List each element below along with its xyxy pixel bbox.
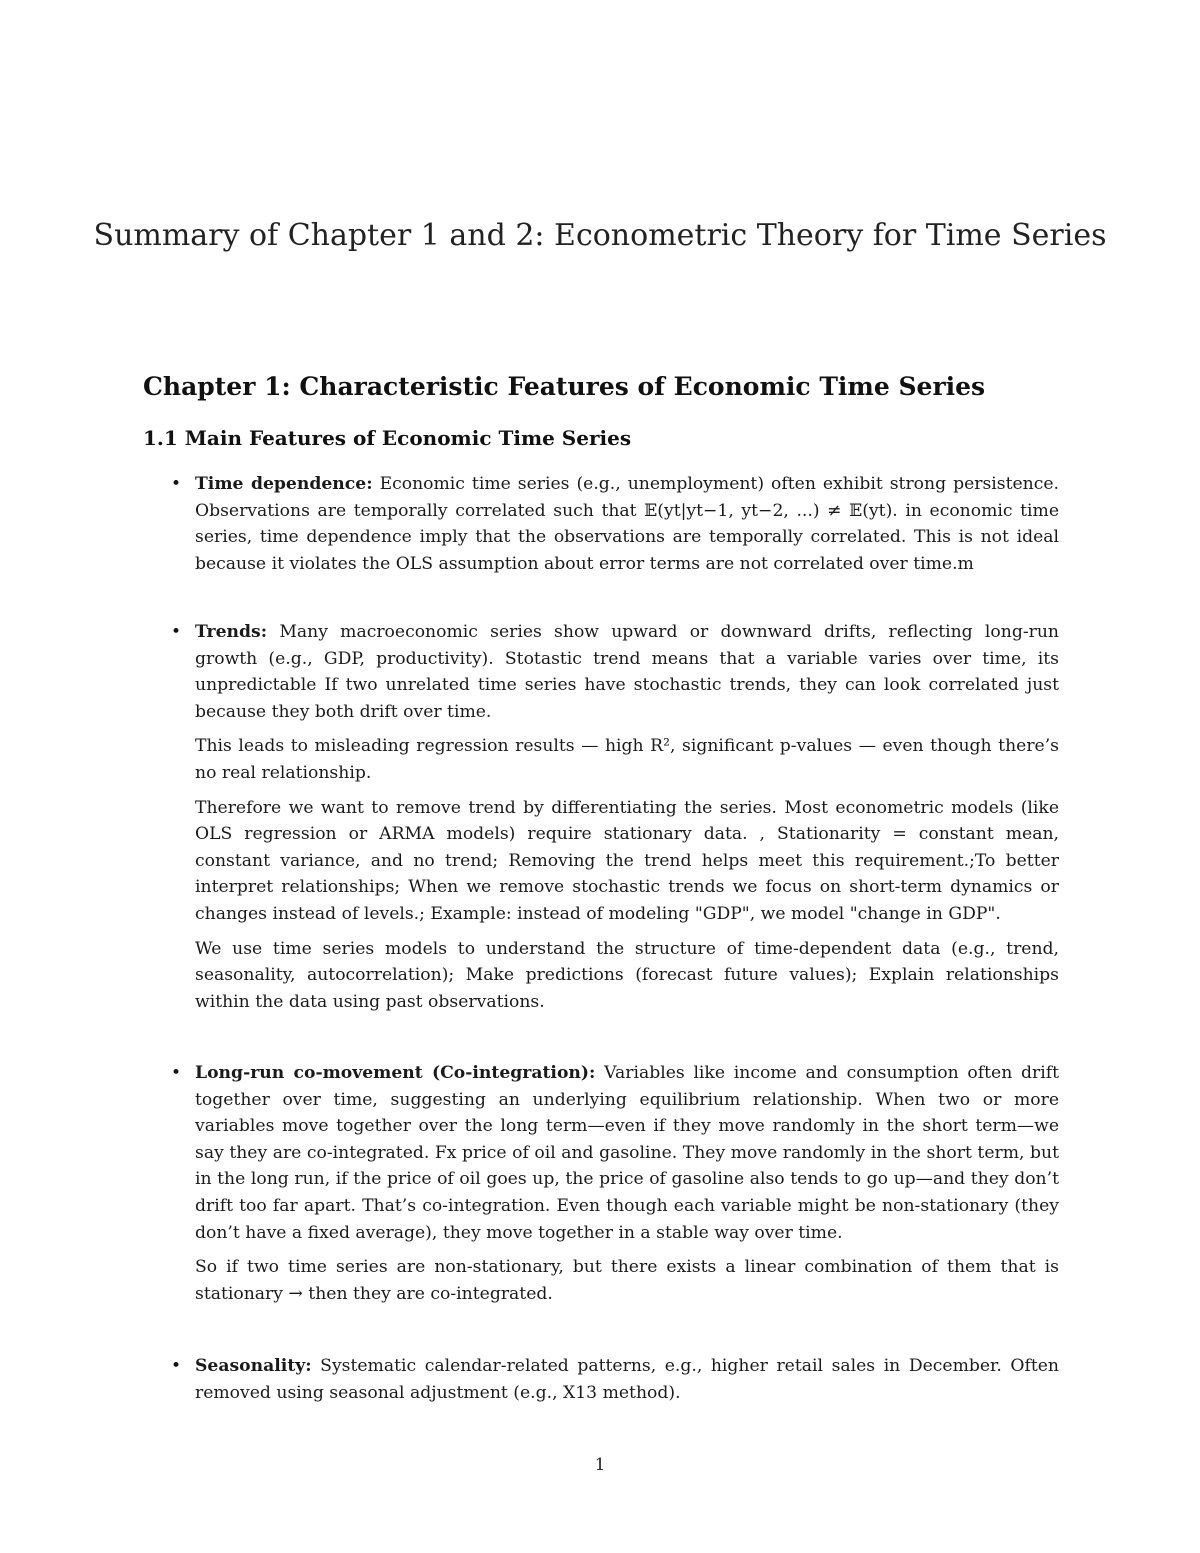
list-item-seasonality: [171, 1353, 1060, 1406]
item-term: Seasonality:: [195, 1356, 312, 1376]
item-paragraph: [195, 619, 1059, 725]
list-item-trends: [171, 619, 1059, 1015]
item-paragraph: [195, 1060, 1059, 1246]
bullet-icon: •: [171, 1063, 182, 1083]
item-term: Time dependence:: [195, 474, 373, 494]
item-term: Trends:: [195, 622, 268, 642]
list-item-time-dependence: [171, 471, 1060, 577]
item-text: Many macroeconomic series show upward or downward drifts, reflecting long-run growth (e.g., GDP, productivity). Stotastic trend means that a variable varies over time, its unpredictable If two unrelated time series have stochastic trends, they can look correlated just because they both drift over time.: [195, 622, 1059, 722]
item-paragraph-4: We use time series models to understand the structure of time-dependent data (e.g., trend, seasonality, autocorrelation); Make predictions (forecast future values); Explain relationships within the data using past observations.: [195, 938, 1059, 1012]
item-paragraph-2: So if two time series are non-stationary, but there exists a linear combination of them that is stationary → then they are co-integrated.: [195, 1257, 1059, 1304]
item-text: Economic time series (e.g., unemployment) often exhibit strong persistence. Observations are temporally correlated such that 𝔼(yt|yt−1, yt−2, ...) ≠ 𝔼(yt). in economic time series, time dependence imply that the observations are temporally correlated. This is not ideal because it violates the OLS assumption about error terms are not correlated over time.m: [195, 474, 1060, 574]
item-paragraph: [195, 1353, 1059, 1406]
bullet-icon: •: [171, 1356, 182, 1376]
item-term: Long-run co-movement (Co-integration):: [195, 1063, 596, 1083]
bullet-icon: •: [171, 474, 182, 494]
bullet-icon: •: [171, 622, 182, 642]
item-paragraph-2: This leads to misleading regression results — high R², significant p-values — even though there’s no real relationship.: [195, 736, 1059, 783]
page-number: 1: [594, 1455, 606, 1475]
list-item-co-integration: [171, 1060, 1059, 1307]
document-title: Summary of Chapter 1 and 2: Econometric Theory for Time Series: [93, 218, 1107, 253]
item-text: Variables like income and consumption often drift together over time, suggesting an underlying equilibrium relationship. When two or more variables move together over the long term—even if they move randomly in the short term—we say they are co-integrated. Fx price of oil and gasoline. They move randomly in the short term, but in the long run, if the price of oil goes up, the price of gasoline also tends to go up—and they don’t drift too far apart. That’s co-integration. Even though each variable might be non-stationary (they don’t have a fixed average), they move together in a stable way over time.: [195, 1063, 1059, 1243]
item-text: Systematic calendar-related patterns, e.g., higher retail sales in December. Often removed using seasonal adjustment (e.g., X13 method).: [195, 1356, 1060, 1403]
item-paragraph-3: Therefore we want to remove trend by differentiating the series. Most econometric models (like OLS regression or ARMA models) require stationary data. , Stationarity = constant mean, constant variance, and no trend; Removing the trend helps meet this requirement.;To better interpret relationships; When we remove stochastic trends we focus on short-term dynamics or changes instead of levels.; Example: instead of modeling "GDP", we model "change in GDP".: [195, 797, 1059, 924]
chapter-heading: Chapter 1: Characteristic Features of Economic Time Series: [143, 372, 986, 401]
section-heading: 1.1 Main Features of Economic Time Series: [143, 426, 632, 450]
item-paragraph: [195, 471, 1059, 577]
